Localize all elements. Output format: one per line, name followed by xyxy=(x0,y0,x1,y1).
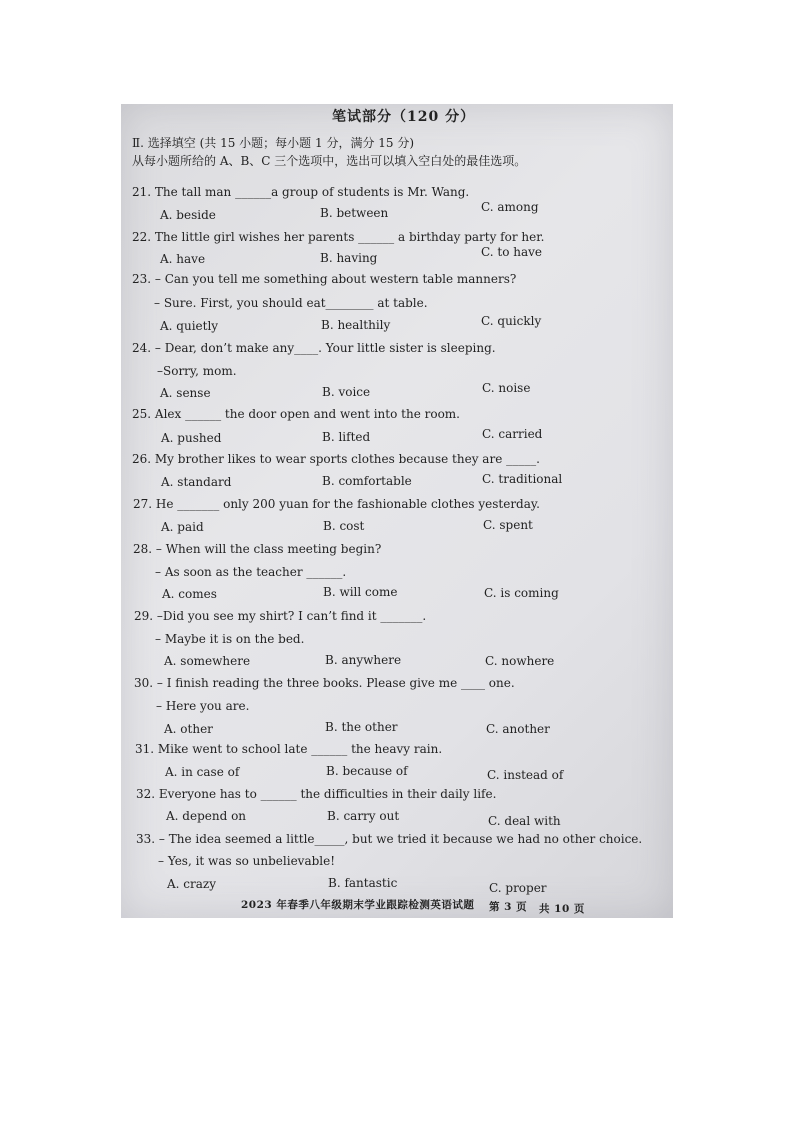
question-stem: 25. Alex ______ the door open and went into the room. xyxy=(132,407,460,421)
option-b: B. healthily xyxy=(321,318,391,332)
option-b: B. carry out xyxy=(327,809,400,823)
question-stem-line2: –Sorry, mom. xyxy=(157,364,237,378)
footer-page-number: 第 3 页 xyxy=(489,901,528,913)
exam-paper-photo xyxy=(121,104,673,918)
option-a: A. have xyxy=(160,252,206,266)
option-a: A. in case of xyxy=(165,765,240,779)
option-c: C. instead of xyxy=(487,768,564,782)
question-stem: 22. The little girl wishes her parents ______ a birthday party for her. xyxy=(132,230,545,244)
option-b: B. voice xyxy=(322,385,371,399)
option-b: B. because of xyxy=(326,764,408,778)
option-a: A. sense xyxy=(160,386,211,400)
option-b: B. lifted xyxy=(322,430,371,444)
option-b: B. having xyxy=(320,251,378,265)
option-a: A. comes xyxy=(162,587,217,601)
option-c: C. deal with xyxy=(488,814,561,828)
option-a: A. somewhere xyxy=(164,654,251,668)
option-a: A. quietly xyxy=(160,319,219,333)
option-a: A. crazy xyxy=(167,877,217,891)
question-stem-line2: – Yes, it was so unbelievable! xyxy=(158,854,336,868)
question-stem: 33. – The idea seemed a little_____, but we tried it because we had no other choice. xyxy=(136,832,643,846)
question-stem: 24. – Dear, don’t make any____. Your little sister is sleeping. xyxy=(132,341,496,355)
option-b: B. the other xyxy=(325,720,398,734)
option-c: C. another xyxy=(486,722,550,736)
section-header: Ⅱ. 选择填空 (共 15 小题；每小题 1 分，满分 15 分) xyxy=(132,136,415,150)
instruction-text: 从每小题所给的 A、B、C 三个选项中，选出可以填入空白处的最佳选项。 xyxy=(132,154,527,168)
option-c: C. among xyxy=(481,200,539,214)
option-b: B. cost xyxy=(323,519,365,533)
option-b: B. comfortable xyxy=(322,474,412,488)
option-a: A. beside xyxy=(160,208,216,222)
option-a: A. depend on xyxy=(166,809,247,823)
option-c: C. nowhere xyxy=(485,654,555,668)
option-c: C. to have xyxy=(481,245,543,259)
question-stem-line2: – Here you are. xyxy=(156,699,250,713)
option-a: A. standard xyxy=(161,475,232,489)
option-c: C. noise xyxy=(482,381,531,395)
option-c: C. spent xyxy=(483,518,533,532)
option-c: C. is coming xyxy=(484,586,559,600)
option-b: B. anywhere xyxy=(325,653,402,667)
question-stem: 29. –Did you see my shirt? I can’t find it _______. xyxy=(134,609,427,623)
option-c: C. proper xyxy=(489,881,547,895)
question-stem-line2: – Maybe it is on the bed. xyxy=(155,632,305,646)
option-b: B. between xyxy=(320,206,389,220)
question-stem: 30. – I finish reading the three books. Please give me ____ one. xyxy=(134,676,515,690)
question-stem: 32. Everyone has to ______ the difficulties in their daily life. xyxy=(136,787,497,801)
option-c: C. quickly xyxy=(481,314,542,328)
question-stem: 31. Mike went to school late ______ the heavy rain. xyxy=(135,742,443,756)
option-b: B. will come xyxy=(323,585,398,599)
option-c: C. traditional xyxy=(482,472,563,486)
option-c: C. carried xyxy=(482,427,543,441)
footer-page-total: 共 10 页 xyxy=(539,903,585,915)
page-title: 笔试部分（120 分） xyxy=(332,109,476,125)
question-stem: 21. The tall man ______a group of students is Mr. Wang. xyxy=(132,185,470,199)
question-stem: 26. My brother likes to wear sports clothes because they are _____. xyxy=(132,452,540,466)
question-stem: 27. He _______ only 200 yuan for the fashionable clothes yesterday. xyxy=(133,497,540,511)
question-stem: 28. – When will the class meeting begin? xyxy=(133,542,382,556)
option-a: A. other xyxy=(164,722,213,736)
option-b: B. fantastic xyxy=(328,876,398,890)
option-a: A. pushed xyxy=(161,431,222,445)
question-stem-line2: – As soon as the teacher ______. xyxy=(155,565,347,579)
footer-exam-name: 2023 年春季八年级期末学业跟踪检测英语试题 xyxy=(241,899,475,911)
option-a: A. paid xyxy=(161,520,204,534)
question-stem: 23. – Can you tell me something about western table manners? xyxy=(132,272,517,286)
question-stem-line2: – Sure. First, you should eat________ at table. xyxy=(154,296,428,310)
